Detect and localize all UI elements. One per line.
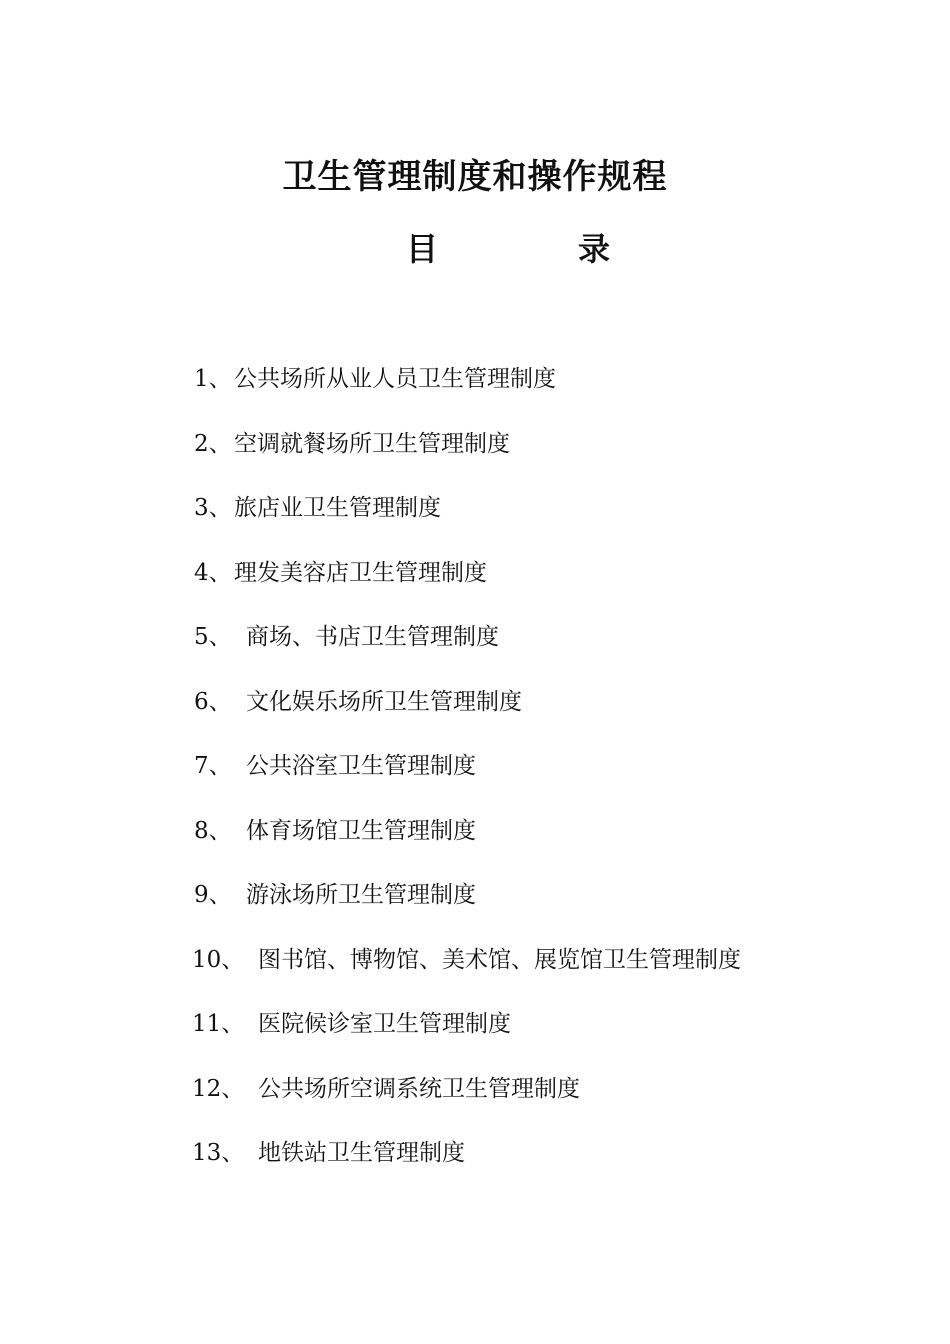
toc-item-label: 空调就餐场所卫生管理制度 bbox=[234, 430, 510, 457]
document-title: 卫生管理制度和操作规程 bbox=[282, 157, 668, 197]
toc-item-number: 11、 bbox=[192, 1011, 245, 1037]
toc-item-number: 13、 bbox=[192, 1140, 245, 1166]
toc-item-label: 地铁站卫生管理制度 bbox=[258, 1140, 465, 1166]
toc-item-number: 10、 bbox=[192, 946, 245, 973]
toc-item bbox=[0, 485, 950, 550]
toc-item-number: 3、 bbox=[194, 495, 232, 521]
toc-item-label: 商场、书店卫生管理制度 bbox=[246, 624, 499, 650]
toc-item bbox=[0, 679, 950, 744]
toc-item-label: 文化娱乐场所卫生管理制度 bbox=[246, 688, 522, 715]
toc-item-label: 公共场所空调系统卫生管理制度 bbox=[258, 1075, 580, 1102]
toc-item bbox=[0, 421, 950, 486]
toc-item bbox=[0, 356, 950, 421]
toc-heading-char-1: 目 bbox=[406, 230, 439, 268]
toc-item-label: 游泳场所卫生管理制度 bbox=[246, 882, 476, 908]
toc-item-label: 医院候诊室卫生管理制度 bbox=[258, 1011, 511, 1037]
toc-item-label: 公共场所从业人员卫生管理制度 bbox=[234, 366, 556, 392]
toc-heading-char-2: 录 bbox=[578, 230, 611, 268]
toc-item bbox=[0, 550, 950, 615]
toc-item bbox=[0, 937, 950, 1002]
toc-item bbox=[0, 1130, 950, 1195]
toc-item bbox=[0, 1001, 950, 1066]
toc-item-number: 4、 bbox=[194, 559, 232, 586]
toc-item bbox=[0, 808, 950, 873]
toc-item bbox=[0, 872, 950, 937]
table-of-contents bbox=[0, 356, 950, 1195]
toc-item-number: 7、 bbox=[194, 753, 232, 779]
toc-item-label: 理发美容店卫生管理制度 bbox=[234, 559, 487, 586]
toc-item-number: 6、 bbox=[194, 688, 232, 715]
toc-item bbox=[0, 743, 950, 808]
toc-item-number: 12、 bbox=[192, 1075, 245, 1102]
toc-item-label: 体育场馆卫生管理制度 bbox=[246, 817, 476, 844]
toc-item-number: 8、 bbox=[194, 817, 232, 844]
toc-item-label: 公共浴室卫生管理制度 bbox=[246, 753, 476, 779]
toc-item-number: 1、 bbox=[194, 366, 232, 392]
toc-item bbox=[0, 1066, 950, 1131]
toc-item-number: 9、 bbox=[194, 882, 232, 908]
toc-item-label: 图书馆、博物馆、美术馆、展览馆卫生管理制度 bbox=[258, 946, 741, 973]
toc-item-label: 旅店业卫生管理制度 bbox=[234, 495, 441, 521]
toc-heading bbox=[0, 224, 950, 274]
toc-item-number: 5、 bbox=[194, 624, 232, 650]
toc-item-number: 2、 bbox=[194, 430, 232, 457]
toc-item bbox=[0, 614, 950, 679]
